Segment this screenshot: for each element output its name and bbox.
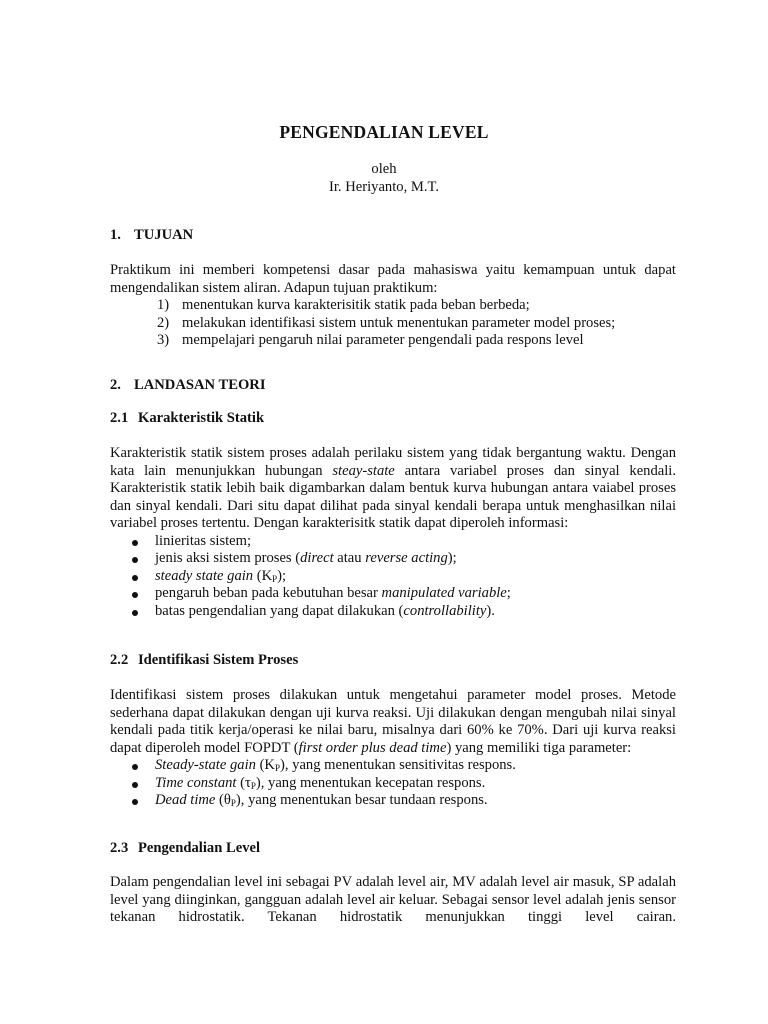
emphasis-text: steay-state bbox=[332, 462, 395, 479]
emphasis-text: controllability bbox=[403, 602, 487, 619]
emphasis-text: first order plus dead time bbox=[298, 739, 447, 756]
subscript-text: P bbox=[250, 780, 256, 791]
emphasis-text: Time constant bbox=[155, 774, 237, 791]
goal-text: mempelajari pengaruh nilai parameter pengendali pada respons level bbox=[182, 332, 584, 348]
bullet-icon bbox=[132, 799, 138, 805]
section-2-2-title: Identifikasi Sistem Proses bbox=[138, 652, 299, 668]
level-control-paragraph: Dalam pengendalian level ini sebagai PV adalah level air, MV adalah level air masuk, SP adalah level yang diinginkan, gangguan adalah level air keluar. Sebagai sensor level adalah jenis sensor tekanan hidrostatik. Tekanan hidrostatik menunjukkan tinggi level cairan. bbox=[110, 874, 676, 925]
section-1-body bbox=[110, 262, 676, 350]
section-1-intro-line-1: Praktikum ini memberi kompetensi dasar pada mahasiswa yaitu kemampuan untuk dapat bbox=[110, 262, 676, 278]
section-2-2-number: 2.2 bbox=[110, 652, 129, 668]
paragraph-text: Karakteristik statik sistem proses adalah perilaku sistem yang tidak bergantung waktu. Dengan kata lain menunjukkan hubungan bbox=[110, 445, 676, 479]
bullet-icon bbox=[132, 764, 138, 770]
section-2-heading bbox=[110, 377, 676, 395]
section-1-number: 1. bbox=[110, 227, 121, 243]
static-characteristic-paragraph bbox=[110, 445, 676, 533]
bullet-text: ). bbox=[486, 602, 495, 619]
bullet-text: ); bbox=[277, 567, 287, 584]
section-2-3-body bbox=[110, 874, 676, 927]
bullet-text: atau bbox=[333, 550, 366, 566]
bullet-icon bbox=[132, 540, 138, 546]
section-1-title: TUJUAN bbox=[134, 227, 194, 243]
bullet-text: (τ bbox=[236, 774, 251, 791]
goal-item bbox=[110, 332, 676, 350]
bullet-text: (K bbox=[253, 567, 273, 584]
goals-list bbox=[110, 297, 676, 350]
bullet-item bbox=[110, 792, 676, 810]
author-by-label: oleh bbox=[371, 161, 397, 177]
bullet-icon bbox=[132, 575, 138, 581]
goal-item bbox=[110, 315, 676, 333]
section-2-3-number: 2.3 bbox=[110, 840, 129, 856]
bullet-text: ), yang menentukan kecepatan respons. bbox=[255, 774, 486, 791]
section-2-1-body bbox=[110, 445, 676, 620]
bullet-icon bbox=[132, 782, 138, 788]
bullet-icon bbox=[132, 610, 138, 616]
bullet-text: (K bbox=[255, 757, 275, 773]
section-2-3-heading bbox=[110, 840, 676, 858]
section-2-1-heading bbox=[110, 410, 676, 428]
author-block bbox=[0, 161, 768, 196]
section-2-number: 2. bbox=[110, 377, 121, 393]
paragraph-text: Identifikasi sistem proses dilakukan untuk mengetahui parameter model proses. Metode sederhana dapat dilakukan dengan uji kurva reaksi. Uji dilakukan dengan mengubah nilai sinyal kendali pada titik kerja/operasi ke nilai baru, misalnya dari 60% ke 70%. Dari uji kurva reaksi dapat diperoleh model FOPDT ( bbox=[110, 687, 676, 756]
paragraph-text: antara variabel proses dan sinyal kendali. Karakteristik statik lebih baik digambarkan dalam bentuk kurva hubungan antara vaiabel proses dan sinyal kendali. Dari situ dapat dilihat pada sinyal kendali berapa untuk menghasilkan nilai variabel proses tertentu. Dengan karakterisitk statik dapat diperoleh informasi: bbox=[110, 462, 676, 531]
emphasis-text: Dead time bbox=[155, 792, 216, 808]
emphasis-text: manipulated variable bbox=[381, 585, 507, 601]
goal-number: 3) bbox=[157, 332, 170, 348]
section-2-1-title: Karakteristik Statik bbox=[138, 410, 265, 426]
bullet-text: pengaruh beban pada kebutuhan besar bbox=[155, 585, 382, 601]
paragraph-text: ) yang memiliki tiga parameter: bbox=[446, 739, 632, 756]
goal-item bbox=[110, 297, 676, 315]
emphasis-text: steady state gain bbox=[155, 567, 254, 584]
section-2-2-heading bbox=[110, 652, 676, 670]
fopdt-parameter-list bbox=[110, 757, 676, 810]
section-2-title: LANDASAN TEORI bbox=[134, 377, 266, 393]
author-name: Ir. Heriyanto, M.T. bbox=[329, 178, 439, 195]
bullet-item bbox=[110, 775, 676, 793]
bullet-item bbox=[110, 533, 676, 551]
bullet-text: batas pengendalian yang dapat dilakukan ( bbox=[155, 602, 404, 619]
section-2-1-number: 2.1 bbox=[110, 410, 129, 426]
goal-text: menentukan kurva karakterisitik statik pada beban berbeda; bbox=[182, 297, 530, 313]
bullet-text: jenis aksi sistem proses ( bbox=[155, 550, 301, 566]
subscript-text: P bbox=[272, 573, 278, 584]
section-1-intro-line-2: mengendalikan sistem aliran. Adapun tujuan praktikum: bbox=[110, 279, 438, 296]
static-info-list bbox=[110, 533, 676, 621]
subscript-text: P bbox=[230, 798, 236, 808]
identification-paragraph bbox=[110, 687, 676, 757]
emphasis-text: reverse acting bbox=[365, 550, 448, 566]
bullet-item bbox=[110, 550, 676, 568]
bullet-text: (θ bbox=[215, 792, 231, 808]
section-1-heading bbox=[110, 227, 676, 245]
emphasis-text: direct bbox=[300, 550, 334, 566]
bullet-text: ), yang menentukan sensitivitas respons. bbox=[280, 757, 516, 773]
goal-text: melakukan identifikasi sistem untuk menentukan parameter model proses; bbox=[182, 314, 616, 331]
bullet-icon bbox=[132, 592, 138, 598]
bullet-item bbox=[110, 568, 676, 586]
bullet-text: ), yang menentukan besar tundaan respons. bbox=[235, 792, 488, 808]
section-2-2-body bbox=[110, 687, 676, 810]
bullet-item bbox=[110, 757, 676, 775]
goal-number: 2) bbox=[157, 314, 170, 331]
goal-number: 1) bbox=[157, 297, 170, 313]
bullet-text: ; bbox=[506, 585, 511, 601]
bullet-item bbox=[110, 603, 676, 621]
document-title: PENGENDALIAN LEVEL bbox=[279, 122, 489, 142]
bullet-text: ); bbox=[447, 550, 457, 566]
bullet-icon bbox=[132, 557, 138, 563]
subscript-text: P bbox=[274, 763, 280, 773]
section-2-3-title: Pengendalian Level bbox=[138, 840, 261, 856]
bullet-text: linieritas sistem; bbox=[155, 532, 252, 549]
bullet-item bbox=[110, 585, 676, 603]
emphasis-text: Steady-state gain bbox=[155, 757, 256, 773]
